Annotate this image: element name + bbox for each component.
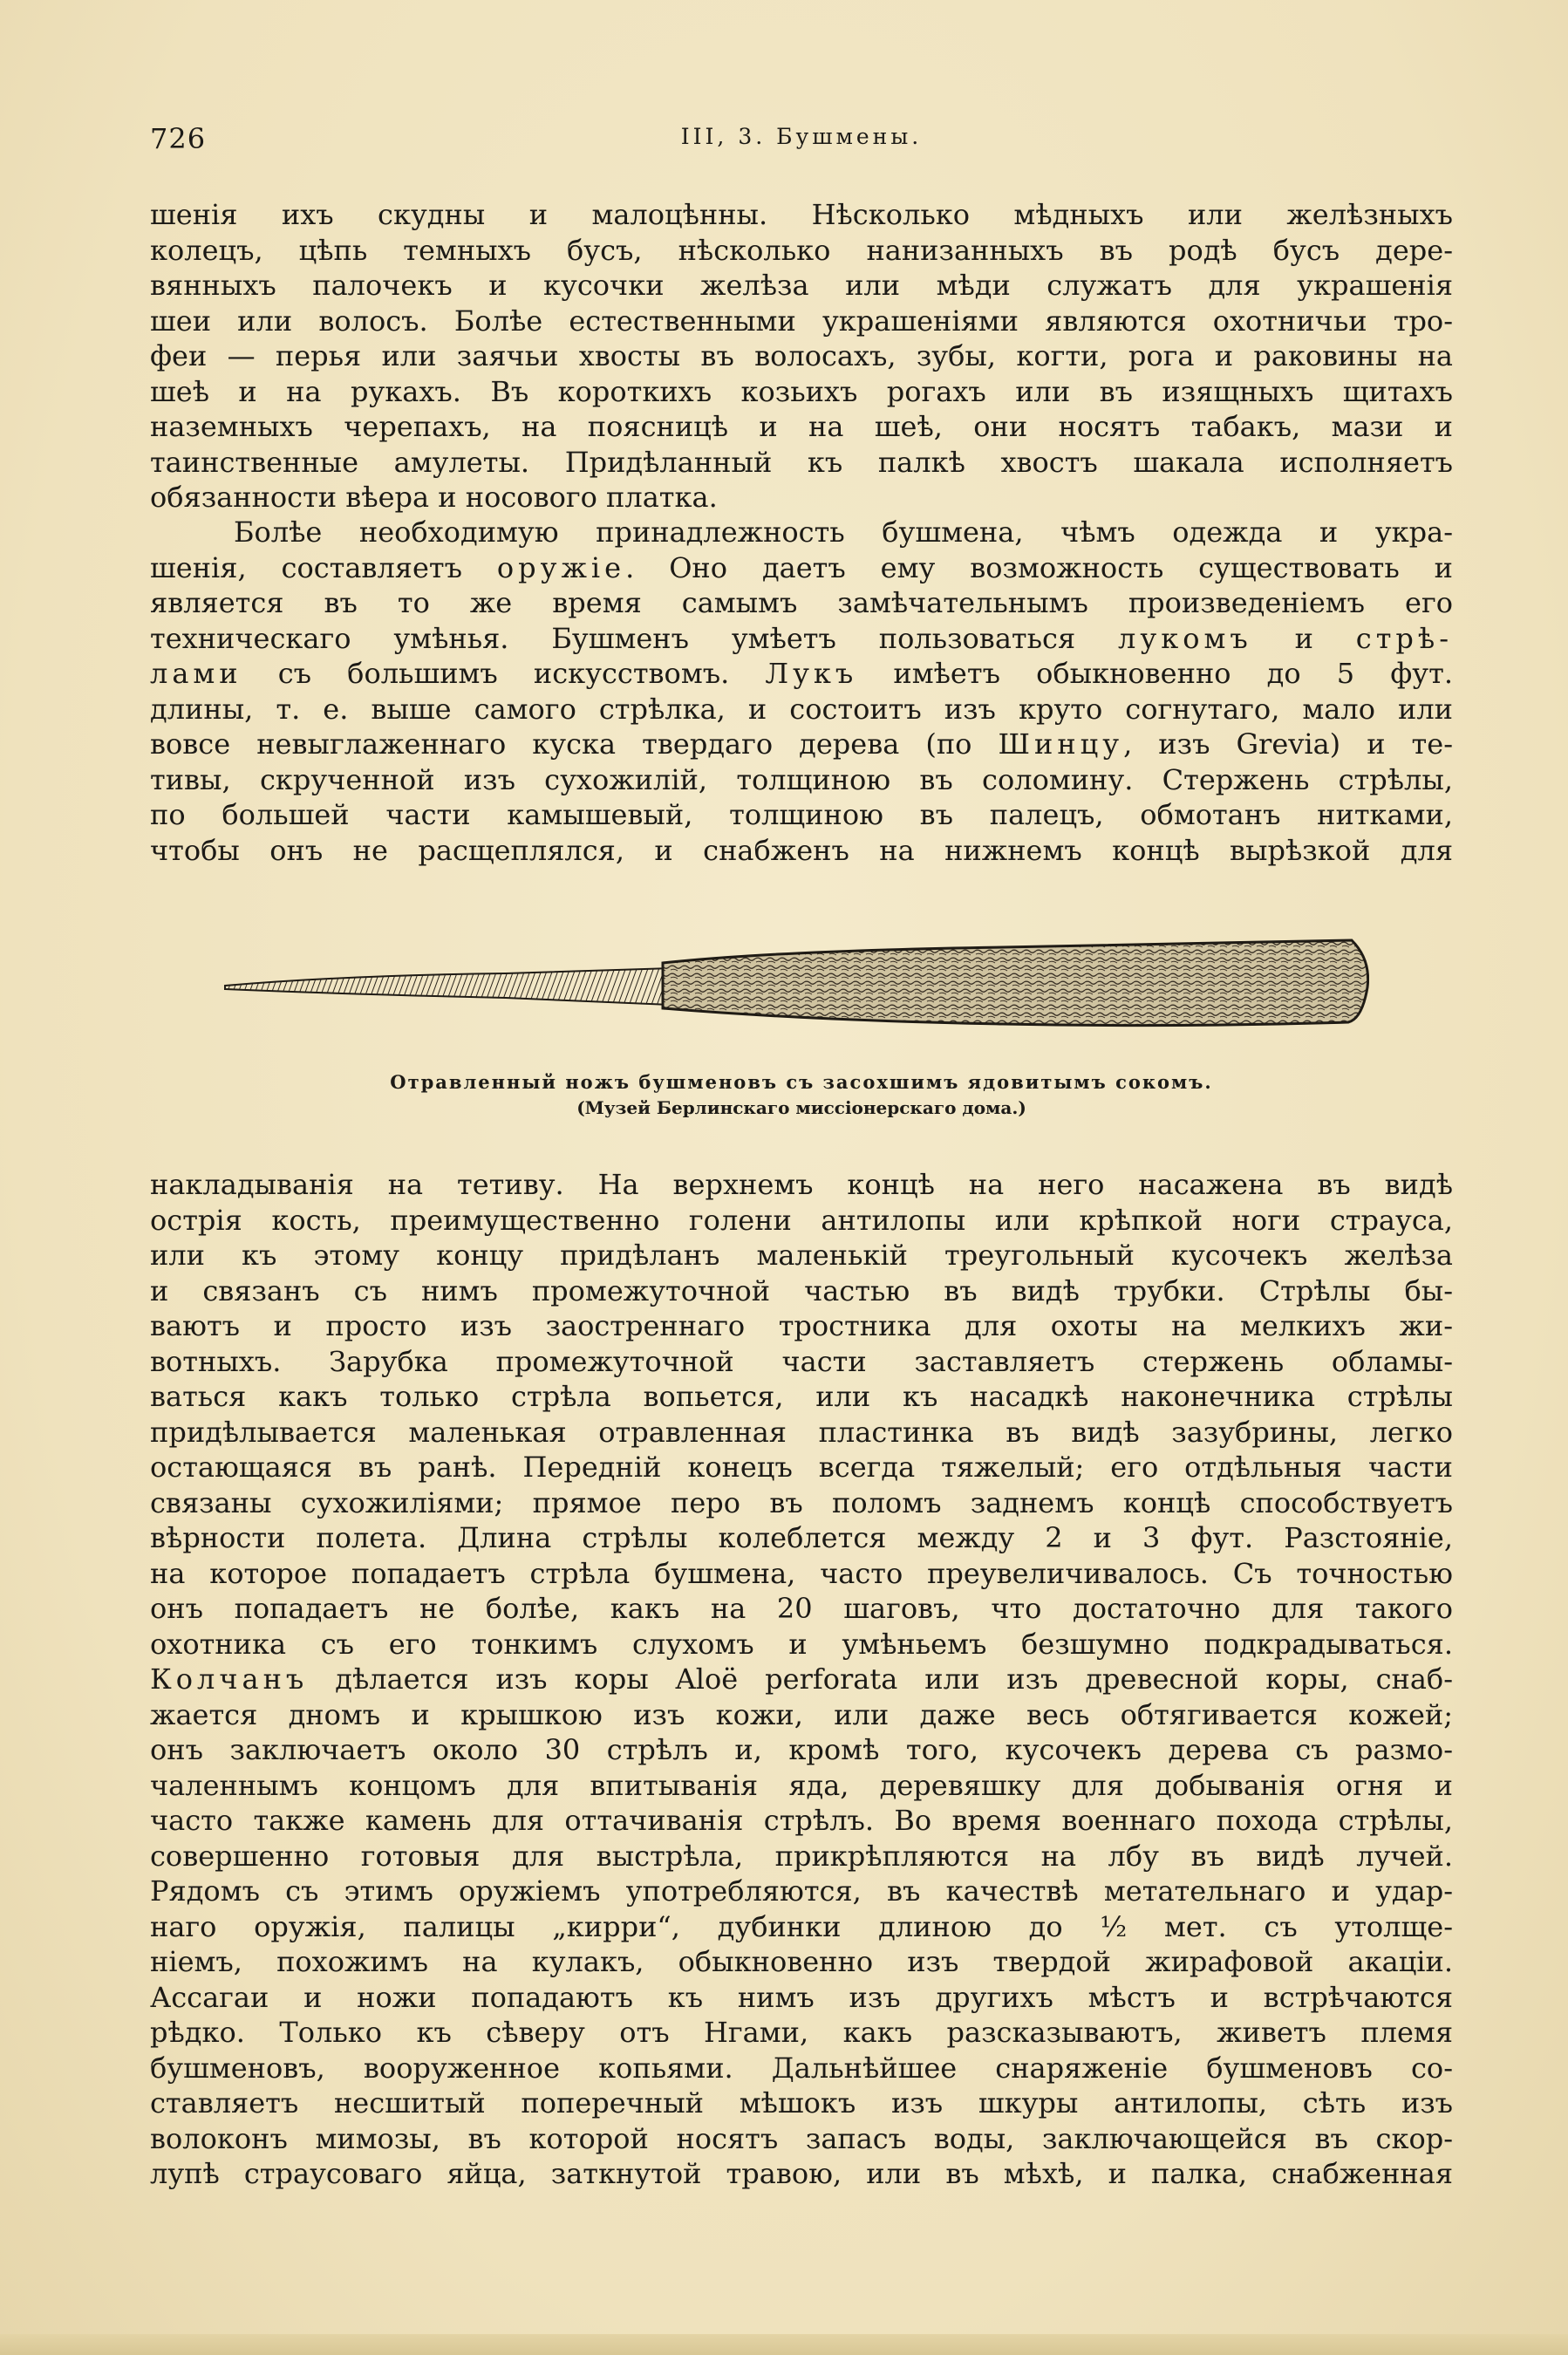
text-run: дѣлается изъ коры Aloë perforata или изъ древесной коры, снаб- bbox=[308, 1662, 1453, 1696]
figure-caption: Отравленный ножъ бушменовъ съ засохшимъ ядовитымъ сокомъ. bbox=[390, 1071, 1213, 1093]
text-run: и bbox=[1251, 621, 1356, 655]
text-line: наземныхъ черепахъ, на поясницѣ и на шеѣ, они носятъ табакъ, мази и bbox=[150, 410, 1453, 443]
text-line: ніемъ, похожимъ на кулакъ, обыкновенно изъ твердой жирафовой акаціи. bbox=[150, 1945, 1453, 1978]
text-line: шеи или волосъ. Болѣе естественными украшеніями являются охотничьи тро- bbox=[150, 304, 1453, 338]
text-line: совершенно готовыя для выстрѣла, прикрѣпляются на лбу въ видѣ лучей. bbox=[150, 1839, 1453, 1873]
spaced-term-quiver: Колчанъ bbox=[150, 1662, 309, 1696]
text-line: волоконъ мимозы, въ которой носятъ запасъ воды, заключающейся въ скор- bbox=[150, 2121, 1453, 2155]
figure-caption-source: (Музей Берлинскаго миссіонерскаго дома.) bbox=[576, 1097, 1026, 1118]
text-line: является въ то же время самымъ замѣчательнымъ произведеніемъ его bbox=[150, 586, 1453, 619]
text-line: на которое попадаетъ стрѣла бушмена, часто преувеличивалось. Съ точностью bbox=[150, 1556, 1453, 1590]
page-header bbox=[150, 122, 1453, 160]
spaced-term-bow-2: Лукъ bbox=[765, 657, 858, 690]
text-line: Болѣе необходимую принадлежность бушмена, чѣмъ одежда и укра- bbox=[234, 515, 1453, 549]
paragraph-weapons bbox=[150, 515, 1453, 868]
running-title: III, 3. Бушмены. bbox=[680, 124, 923, 149]
text-run: вовсе невыглаженнаго куска твердаго дерева (по bbox=[150, 727, 999, 761]
text-line: и связанъ съ нимъ промежуточной частью въ видѣ трубки. Стрѣлы бы- bbox=[150, 1273, 1453, 1307]
text-line: по большей части камышевый, толщиною въ палецъ, обмотанъ нитками, bbox=[150, 798, 1453, 831]
text-line: придѣлывается маленькая отравленная пластинка въ видѣ зазубрины, легко bbox=[150, 1415, 1453, 1449]
text-line: остающаяся въ ранѣ. Передній конецъ всегда тяжелый; его отдѣльныя части bbox=[150, 1451, 1453, 1484]
text-line: вѣрности полета. Длина стрѣлы колеблется между 2 и 3 фут. Разстояніе, bbox=[150, 1521, 1453, 1554]
spaced-term-weapon: оружіе bbox=[496, 550, 626, 584]
text-line: колецъ, цѣпь темныхъ бусъ, нѣсколько нанизанныхъ въ родѣ бусъ дере- bbox=[150, 233, 1453, 267]
text-line: бушменовъ, вооруженное копьями. Дальнѣйшее снаряженіе бушменовъ со- bbox=[150, 2051, 1453, 2085]
page-number: 726 bbox=[150, 122, 207, 155]
text-line: ваютъ и просто изъ заостреннаго тростника для охоты на мелкихъ жи- bbox=[150, 1309, 1453, 1342]
text-line: длины, т. е. выше самого стрѣлка, и состоитъ изъ круто согнутаго, мало или bbox=[150, 692, 1453, 726]
poisoned-knife-illustration bbox=[218, 925, 1369, 1038]
text-line bbox=[150, 621, 1453, 657]
text-line: чтобы онъ не расщеплялся, и снабженъ на нижнемъ концѣ вырѣзкой для bbox=[150, 833, 1453, 867]
paragraph-ornaments bbox=[150, 197, 1453, 515]
text-line: охотника съ его тонкимъ слухомъ и умѣньемъ безшумно подкрадываться. bbox=[150, 1627, 1453, 1661]
text-run: техническаго умѣнья. Бушменъ умѣетъ пользоваться bbox=[150, 621, 1119, 655]
text-line: тивы, скрученной изъ сухожилій, толщиною въ соломину. Стержень стрѣлы, bbox=[150, 762, 1453, 796]
page-bottom-edge bbox=[0, 2334, 1568, 2355]
text-line: феи — перья или заячьи хвосты въ волосахъ, зубы, когти, рога и раковины на bbox=[150, 339, 1453, 372]
text-line: вотныхъ. Зарубка промежуточной части заставляетъ стержень обламы- bbox=[150, 1344, 1453, 1378]
text-line: часто также камень для оттачиванія стрѣлъ. Во время военнаго похода стрѣлы, bbox=[150, 1804, 1453, 1837]
text-line: или къ этому концу придѣланъ маленькій треугольный кусочекъ желѣза bbox=[150, 1239, 1453, 1272]
text-line: накладыванія на тетиву. На верхнемъ концѣ на него насажена въ видѣ bbox=[150, 1168, 1453, 1201]
text-run: шенія, составляетъ bbox=[150, 550, 497, 584]
text-line: онъ заключаетъ около 30 стрѣлъ и, кромѣ того, кусочекъ дерева съ размо- bbox=[150, 1733, 1453, 1766]
spaced-term-arrows: стрѣ- bbox=[1355, 621, 1453, 655]
spaced-term-bow: лукомъ bbox=[1118, 621, 1252, 655]
text-line: наго оружія, палицы „кирри“, дубинки длиною до ½ мет. съ утолще- bbox=[150, 1909, 1453, 1943]
text-line: онъ попадаетъ не болѣе, какъ на 20 шаговъ, что достаточно для такого bbox=[150, 1592, 1453, 1625]
text-line: острія кость, преимущественно голени антилопы или крѣпкой ноги страуса, bbox=[150, 1203, 1453, 1237]
text-line: шеѣ и на рукахъ. Въ короткихъ козьихъ рогахъ или въ изящныхъ щитахъ bbox=[150, 374, 1453, 408]
text-line: лупѣ страусоваго яйца, заткнутой травою, или въ мѣхѣ, и палка, снабженная bbox=[150, 2157, 1453, 2190]
spaced-term-arrows-cont: лами bbox=[150, 657, 242, 690]
text-line: рѣдко. Только къ сѣверу отъ Нгами, какъ разсказываютъ, живетъ племя bbox=[150, 2016, 1453, 2049]
text-run: , изъ Grevia) и те- bbox=[1123, 727, 1453, 761]
text-line bbox=[150, 727, 1453, 762]
text-line bbox=[150, 550, 1453, 586]
text-line: чаленнымъ концомъ для впитыванія яда, деревяшку для добыванія огня и bbox=[150, 1768, 1453, 1802]
text-line bbox=[150, 656, 1453, 692]
text-run: имѣетъ обыкновенно до 5 фут. bbox=[857, 657, 1453, 690]
text-line: обязанности вѣера и носового платка. bbox=[150, 481, 718, 514]
text-line: вянныхъ палочекъ и кусочки желѣза или мѣди служатъ для украшенія bbox=[150, 269, 1453, 302]
text-line: жается дномъ и крышкою изъ кожи, или даже весь обтягивается кожей; bbox=[150, 1697, 1453, 1731]
text-run: съ большимъ искусствомъ. bbox=[242, 657, 766, 690]
text-line bbox=[150, 1662, 1453, 1697]
spaced-name-schinz: Шинцу bbox=[998, 727, 1124, 761]
text-line: ставляетъ несшитый поперечный мѣшокъ изъ шкуры антилопы, сѣть изъ bbox=[150, 2086, 1453, 2120]
text-line: шенія ихъ скудны и малоцѣнны. Нѣсколько мѣдныхъ или желѣзныхъ bbox=[150, 198, 1453, 231]
text-line: связаны сухожиліями; прямое перо въ поломъ заднемъ концѣ способствуетъ bbox=[150, 1485, 1453, 1519]
text-line: ваться какъ только стрѣла вопьется, или къ насадкѣ наконечника стрѣлы bbox=[150, 1380, 1453, 1413]
text-line: Ассагаи и ножи попадаютъ къ нимъ изъ другихъ мѣстъ и встрѣчаются bbox=[150, 1980, 1453, 2014]
text-run: . Оно даетъ ему возможность существовать и bbox=[625, 550, 1453, 584]
text-line: Рядомъ съ этимъ оружіемъ употребляются, въ качествѣ метательнаго и удар- bbox=[150, 1874, 1453, 1908]
text-line: таинственные амулеты. Придѣланный къ палкѣ хвостъ шакала исполняетъ bbox=[150, 445, 1453, 479]
paragraph-arrows bbox=[150, 1167, 1453, 2192]
